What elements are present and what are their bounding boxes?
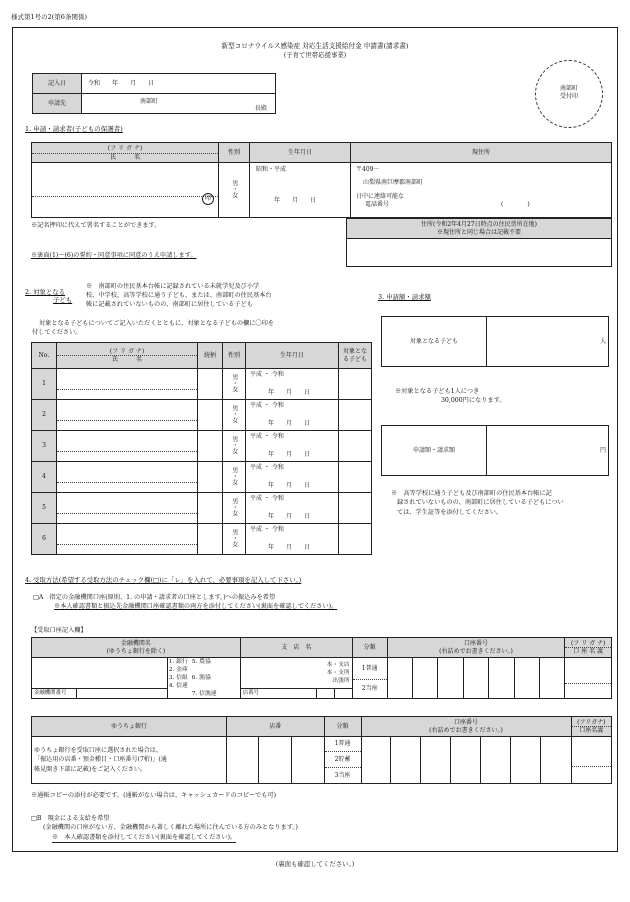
option-b-note: ※ 本人確認書類を添付してください(裏面を確認してください)。: [52, 834, 237, 841]
branch-type-options[interactable]: [240, 658, 352, 689]
acct-digit[interactable]: [438, 658, 463, 699]
option-b-checkbox[interactable]: □B 現金による支給を希望: [31, 815, 110, 822]
holder-field[interactable]: [565, 658, 612, 699]
hs-note-2: 録されていないものの、南部町に居住している子どもについ: [397, 499, 564, 507]
col-no: No.: [32, 343, 57, 369]
form-number: 様式第1号の2(第6条関係): [11, 13, 87, 21]
bank-type-options[interactable]: [167, 658, 240, 699]
branch-type-1: 本・支店: [326, 661, 350, 668]
dob-era: 昭和・平成: [256, 166, 287, 173]
child-gender-field[interactable]: [223, 524, 246, 555]
bank-type-1: 1. 銀行: [168, 659, 188, 665]
child-ymd: 年 月 日: [268, 513, 311, 520]
acct-no2-label: 口座番号: [454, 719, 479, 726]
target-count-table: [381, 316, 609, 367]
child-era: 平成 ・ 令和: [250, 371, 284, 378]
acct-digit[interactable]: [489, 658, 514, 699]
form-title: 新型コロナウイルス感染症 対応生活支援給付金 申請書(請求書): [221, 42, 409, 50]
child-gender-options: 男・女: [230, 528, 238, 547]
furigana-label: (フ リ ガ ナ): [32, 144, 218, 155]
hs-note-1: ※ 高等学校に通う子ども及び南部町の住民基本台帳に記: [391, 490, 552, 497]
branch-code-field[interactable]: [334, 688, 352, 698]
bank-table: [31, 637, 612, 699]
yucho-inst-3: 帳見開き下部に記載)をご記入ください。: [34, 765, 147, 773]
child-relation-field[interactable]: [198, 462, 223, 493]
amount-field[interactable]: [487, 426, 609, 476]
contact-label-2: 電話番号: [365, 201, 390, 208]
child-relation-field[interactable]: [198, 524, 223, 555]
acct-digit[interactable]: [463, 658, 488, 699]
child-gender-options: 男・女: [230, 373, 238, 392]
child-gender-field[interactable]: [223, 431, 246, 462]
oath-note: ※裏面(1)～(6)の誓約・同意事項に同意のうえ申請します。: [31, 252, 197, 259]
acct-no-label: 口座番号: [463, 640, 488, 647]
kind-opt-2: 2当座: [361, 684, 378, 692]
passbook-note: ※通帳コピーの添付が必要です。(通帳がない場合は、キャッシュカードのコピーでも可): [31, 792, 277, 799]
yucho-inst-1: ゆうちょ銀行を受取口座に選択された場合は、: [34, 747, 162, 755]
kind-opt-1: 1普通: [353, 659, 387, 680]
gender-header: 性別: [219, 143, 250, 163]
acct-no2-header: [361, 717, 571, 737]
child-no: 1: [32, 369, 57, 400]
kind2-opt-2: 2貯蓄: [325, 752, 361, 768]
applicant-name-cell[interactable]: [32, 163, 219, 218]
yucho-table: [31, 716, 612, 784]
acct-digit[interactable]: [413, 658, 438, 699]
section2-heading-2: 子ども: [53, 296, 73, 304]
section3-heading: 3. 申請額・請求額: [378, 293, 431, 301]
acct-no-note: (右詰めでお書きください。): [439, 647, 513, 655]
child-row: [32, 400, 372, 431]
residence-label-2: ※現住所と同じ場合は記載不要: [436, 228, 521, 236]
to-field[interactable]: [82, 94, 276, 114]
inst-code-field[interactable]: [77, 688, 168, 698]
date-label: 記入日: [33, 74, 82, 94]
child-dob-field[interactable]: [246, 462, 339, 493]
bank-section-label: 【受取口座記入欄】: [31, 627, 87, 634]
acct-digit[interactable]: [539, 658, 564, 699]
bank-type-6: 6. 漁協: [191, 675, 211, 681]
child-row: [32, 524, 372, 555]
to-label: 申請先: [33, 94, 82, 114]
child-name-field[interactable]: [57, 369, 198, 400]
col-dob: 生年月日: [246, 343, 339, 369]
stamp-line2: 受付印: [559, 92, 578, 100]
option-a-note: ※本人確認書類と振込先金融機関口座確認書類の両方を添付してください(裏面を確認してください)。: [54, 603, 338, 610]
acct-no2-note: (右詰めでお書きください。): [429, 726, 503, 734]
acct2-digit[interactable]: [541, 737, 571, 784]
branch-header: 支 店 名: [240, 638, 352, 658]
target-count-unit: 人: [599, 337, 606, 345]
child-dob-field[interactable]: [246, 431, 339, 462]
address-header: 現住所: [351, 143, 612, 163]
highschool-note: [391, 489, 564, 517]
acct2-digit[interactable]: [511, 737, 541, 784]
section4-heading: 4. 受取方法(希望する受取方法のチェック欄(□)に「レ」を入れて、必要事項を記入して下さい。): [25, 576, 302, 584]
child-relation-field[interactable]: [198, 369, 223, 400]
store-digit[interactable]: [259, 737, 291, 784]
bank-type-7: 7. 信漁連: [191, 691, 217, 697]
holder-furigana: (フ リ ガ ナ): [565, 640, 611, 649]
gender-options: 男・女: [230, 179, 238, 198]
s2-inst-1: 対象となる子どもについてご記入いただくとともに、対象となる子どもの欄に〇印を: [39, 320, 274, 327]
postal-code: 〒409－: [356, 166, 380, 173]
child-gender-options: 男・女: [230, 404, 238, 423]
child-name-field[interactable]: [57, 400, 198, 431]
child-target-check[interactable]: [339, 400, 372, 431]
col-relation: 続柄: [198, 343, 223, 369]
child-name-field[interactable]: [57, 462, 198, 493]
child-row: [32, 462, 372, 493]
footer-note: (裏面も確認してください。): [275, 860, 355, 868]
child-era: 平成 ・ 令和: [250, 526, 284, 533]
s2-desc-1: ※ 南部町の住民基本台帳に記録されている未就学児及び小学: [86, 283, 260, 290]
section2-description: [86, 282, 272, 310]
child-no: 6: [32, 524, 57, 555]
acct-no-header: [387, 638, 565, 658]
amount-unit: 円: [599, 446, 606, 454]
bank-name-header: [32, 638, 241, 658]
child-gender-options: 男・女: [230, 435, 238, 454]
child-no: 3: [32, 431, 57, 462]
section1-heading: 1. 申請・請求者(子どもの保護者): [25, 125, 123, 133]
children-table: [31, 342, 372, 555]
kind2-opt-1: 1普通: [325, 737, 361, 752]
name-label: 氏 名: [109, 154, 140, 161]
child-gender-options: 男・女: [230, 466, 238, 485]
child-era: 平成 ・ 令和: [250, 402, 284, 409]
contact-label-1: 日中に連絡可能な: [356, 193, 405, 200]
kind2-opt-3: 3当座: [334, 772, 351, 779]
yucho-inst-2: 「振込用の店番・預金種目・口座番号(7桁)」(通: [34, 756, 167, 764]
option-a-checkbox[interactable]: □A 指定の金融機関口座(原則、1. の申請・請求者の口座とします。)への振込みを希望: [33, 594, 276, 601]
residence-table: [346, 218, 612, 267]
bank-name-label: 金融機関名: [120, 640, 151, 647]
to-value: 南部町: [140, 98, 159, 105]
holder2-header: [571, 717, 611, 737]
kind2-options[interactable]: [324, 737, 361, 784]
acct2-digit[interactable]: [361, 737, 391, 784]
amount-label: 申請額・請求額: [382, 426, 487, 476]
bank-type-2: 2. 金庫: [168, 667, 188, 673]
col-gender: 性別: [223, 343, 246, 369]
child-era: 平成 ・ 令和: [250, 433, 284, 440]
kind-header: 分類: [352, 638, 387, 658]
acct2-digit[interactable]: [481, 737, 511, 784]
dob-header: 生年月日: [250, 143, 351, 163]
s2-inst-2: 付してください。: [32, 329, 82, 337]
sign-note: ※記名押印に代えて署名することができます。: [31, 222, 161, 229]
address-text: 山梨県南巨摩郡南部町: [363, 179, 424, 186]
child-relation-field[interactable]: [198, 493, 223, 524]
inst-code-label: 金融機関番号: [32, 688, 77, 698]
acct2-digit[interactable]: [421, 737, 451, 784]
child-era: 平成 ・ 令和: [250, 464, 284, 471]
bank-type-5: 5. 農協: [191, 659, 211, 665]
store-digit[interactable]: [227, 737, 259, 784]
child-no: 5: [32, 493, 57, 524]
child-row: [32, 493, 372, 524]
child-no: 4: [32, 462, 57, 493]
child-row: [32, 369, 372, 400]
child-name-field[interactable]: [57, 524, 198, 555]
branch-type-2: 本・支所: [326, 669, 350, 676]
residence-header: [347, 219, 612, 239]
child-target-check[interactable]: [339, 462, 372, 493]
bank-type-4: 4. 信連: [168, 683, 188, 689]
furigana-input[interactable]: [32, 184, 218, 197]
amount-table: [381, 425, 609, 476]
child-name-field[interactable]: [57, 493, 198, 524]
address-cell[interactable]: [351, 163, 612, 218]
child-gender-field[interactable]: [223, 369, 246, 400]
applicant-table: [31, 142, 612, 218]
dob-ymd: 年 月 日: [274, 197, 317, 204]
header-table: [32, 73, 276, 114]
child-era: 平成 ・ 令和: [250, 495, 284, 502]
acct-digit[interactable]: [387, 658, 412, 699]
holder2-field[interactable]: [571, 737, 611, 784]
child-name-field[interactable]: [57, 431, 198, 462]
holder2-furigana: (フリガナ): [572, 719, 611, 728]
option-b-condition: (金融機関の口座がない方、金融機関から著しく離れた場所に住んでいる方のみとなります。): [43, 824, 298, 831]
residence-label-1: 住所(令和2年4月27日時点の住民票所在地): [421, 221, 537, 228]
residence-field[interactable]: [347, 239, 612, 267]
child-dob-field[interactable]: [246, 524, 339, 555]
child-relation-field[interactable]: [198, 400, 223, 431]
branch-code-field[interactable]: [316, 688, 334, 698]
store-digit[interactable]: [291, 737, 324, 784]
store-no-header: 店番: [227, 717, 325, 737]
child-ymd: 年 月 日: [268, 420, 311, 427]
child-ymd: 年 月 日: [268, 544, 311, 551]
child-dob-field[interactable]: [246, 493, 339, 524]
yucho-instructions: [32, 737, 227, 784]
holder2-label: 口座名義: [579, 727, 604, 734]
section2-instruction: [32, 319, 274, 337]
hs-note-3: ては、学生証等を添付してください。: [397, 508, 503, 516]
child-target-check[interactable]: [339, 369, 372, 400]
s2-desc-3: 帳に記載されていないものの、南部町に居住している子ども: [86, 301, 253, 309]
branch-code-label: 店番号: [240, 688, 316, 698]
bank-type-3: 3. 信組: [168, 675, 188, 681]
child-ymd: 年 月 日: [268, 451, 311, 458]
reception-stamp-circle: [535, 60, 603, 128]
child-dob-field[interactable]: [246, 400, 339, 431]
kind-options[interactable]: [352, 658, 387, 699]
stamp-line1: 南部町: [559, 85, 578, 92]
acct2-digit[interactable]: [391, 737, 421, 784]
form-subtitle: (子育て世帯応援事業): [283, 51, 347, 59]
child-dob-field[interactable]: [246, 369, 339, 400]
gender-cell[interactable]: [219, 163, 250, 218]
col-name: [57, 343, 198, 369]
col-furigana: (フ リ ガ ナ): [57, 348, 197, 357]
section2-heading-1: 2. 対象となる: [25, 288, 66, 296]
target-count-field[interactable]: [487, 317, 609, 367]
child-target-check[interactable]: [339, 431, 372, 462]
seal-mark: 印: [202, 193, 214, 205]
child-gender-field[interactable]: [223, 493, 246, 524]
acct-digit[interactable]: [514, 658, 539, 699]
bank-name-field[interactable]: [32, 658, 168, 689]
amount-note-2: 30,000円になります。: [441, 397, 506, 404]
phone-paren: ( ): [501, 201, 530, 208]
to-suffix: 長殿: [255, 105, 268, 112]
s2-desc-2: 校、中学校、高等学校に通う子ども、または、南部町の住民基本台: [86, 292, 272, 300]
acct2-digit[interactable]: [451, 737, 481, 784]
applicant-name-header: [32, 143, 219, 163]
child-target-check[interactable]: [339, 524, 372, 555]
holder-label: 口 座 名 義: [573, 648, 604, 655]
kind2-header: 分類: [324, 717, 361, 737]
child-gender-field[interactable]: [223, 400, 246, 431]
child-ymd: 年 月 日: [268, 482, 311, 489]
child-gender-field[interactable]: [223, 462, 246, 493]
col-name-label: 氏 名: [111, 356, 142, 363]
child-ymd: 年 月 日: [268, 389, 311, 396]
branch-type-3: 出張所: [332, 677, 350, 684]
child-row: [32, 431, 372, 462]
dob-cell[interactable]: [250, 163, 351, 218]
child-no: 2: [32, 400, 57, 431]
holder-header: [565, 638, 612, 658]
bank-name-note: (ゆうちょ銀行を除く): [106, 647, 166, 655]
date-field[interactable]: 令和 年 月 日: [82, 74, 276, 94]
amount-note-1: ※対象となる子ども1人につき: [395, 388, 480, 395]
target-count-label: 対象となる子ども: [382, 317, 487, 367]
child-gender-options: 男・女: [230, 497, 238, 516]
child-relation-field[interactable]: [198, 431, 223, 462]
child-target-check[interactable]: [339, 493, 372, 524]
col-target: 対象となる子ども: [339, 343, 372, 369]
yucho-header: ゆうちょ銀行: [32, 717, 227, 737]
